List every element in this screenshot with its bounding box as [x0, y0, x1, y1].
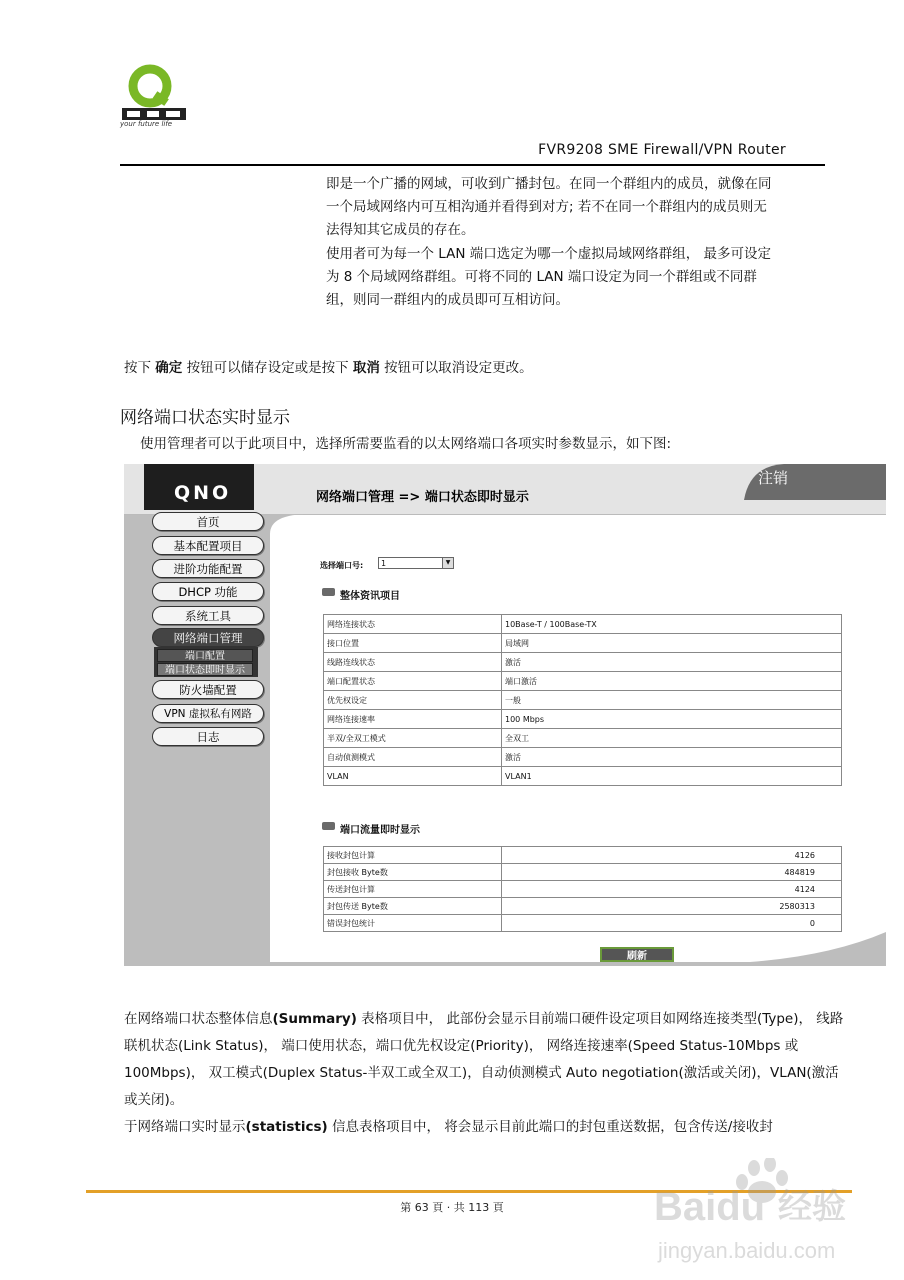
header-divider [120, 164, 825, 166]
table-cell-value: VLAN1 [502, 767, 842, 786]
intro-paragraph-1: 即是一个广播的网域，可收到广播封包。在同一个群组内的成员，就像在同一个局域网络内可互相沟通并看得到对方; 若不在同一个群组内的成员则无法得知其它成员的存在。 [326, 176, 772, 238]
body-text: 信息表格项目中， 将会显示目前此端口的封包重送数据，包含传送/接收封 [327, 1119, 773, 1135]
table-cell-key: 接收封包计算 [324, 847, 502, 864]
refresh-button[interactable]: 刷新 [600, 947, 674, 962]
body-paragraph-2 [124, 1114, 852, 1141]
menu-advanced-config[interactable]: 进阶功能配置 [152, 559, 264, 578]
table-row [324, 915, 842, 932]
section-bullet-icon [322, 588, 335, 596]
table-row [324, 881, 842, 898]
router-ui-screenshot [124, 464, 886, 966]
menu-dhcp[interactable]: DHCP 功能 [152, 582, 264, 601]
router-page-title: 网络端口管理 => 端口状态即时显示 [316, 490, 529, 505]
table-cell-value: 4126 [502, 847, 842, 864]
stats-table [323, 846, 842, 932]
table-cell-value: 全双工 [502, 729, 842, 748]
port-select-dropdown[interactable]: 1 [378, 557, 454, 569]
table-cell-value: 一般 [502, 691, 842, 710]
table-row [324, 672, 842, 691]
table-row [324, 898, 842, 915]
table-cell-value: 100 Mbps [502, 710, 842, 729]
table-cell-key: 半双/全双工模式 [324, 729, 502, 748]
table-cell-value: 484819 [502, 864, 842, 881]
menu-port-management[interactable]: 网络端口管理 [152, 628, 264, 647]
buttons-note [124, 356, 533, 376]
table-cell-value: 端口激活 [502, 672, 842, 691]
table-cell-key: 传送封包计算 [324, 881, 502, 898]
table-cell-key: 网络连接状态 [324, 615, 502, 634]
table-row [324, 653, 842, 672]
document-title: FVR9208 SME Firewall/VPN Router [538, 142, 786, 158]
watermark-brand: Baidu [654, 1185, 766, 1229]
body-text: 在网络端口状态整体信息 [124, 1011, 273, 1027]
body-text: 于网络端口实时显示 [124, 1119, 246, 1135]
note-text: 按钮可以取消设定更改。 [379, 360, 533, 376]
table-cell-key: 封包接收 Byte数 [324, 864, 502, 881]
table-row [324, 748, 842, 767]
table-row [324, 710, 842, 729]
logo-tagline: your future life [120, 120, 173, 128]
menu-log[interactable]: 日志 [152, 727, 264, 746]
watermark-url: jingyan.baidu.com [658, 1238, 836, 1263]
stats-section-title: 端口流量即时显示 [340, 825, 420, 836]
body-text: 表格项目中， 此部份会显示目前端口硬件设定项目如网络连接类型(Type)， 线路联机状态(Link Status)， 端口使用状态，端口优先权设定(Priority)， 网络连接速率(Speed Status-10Mbps 或 100Mbps)， 双工模式(Duplex Status-半双工或全双工)，自动侦测模式 Auto negotiation(激活或关闭)，VLAN(激活或关闭)。 [124, 1011, 844, 1108]
cancel-keyword: 取消 [352, 360, 380, 376]
table-cell-key: 错误封包统计 [324, 915, 502, 932]
summary-table [323, 614, 842, 786]
table-row [324, 634, 842, 653]
table-cell-value: 10Base-T / 100Base-TX [502, 615, 842, 634]
table-row [324, 847, 842, 864]
note-text: 按下 [124, 360, 156, 376]
table-row [324, 691, 842, 710]
table-cell-key: VLAN [324, 767, 502, 786]
table-cell-key: 线路连线状态 [324, 653, 502, 672]
menu-system-tools[interactable]: 系统工具 [152, 606, 264, 625]
section-heading: 网络端口状态实时显示 [120, 408, 290, 428]
menu-firewall[interactable]: 防火墙配置 [152, 680, 264, 699]
submenu-port-status[interactable]: 端口状态即时显示 [157, 663, 253, 676]
table-row [324, 615, 842, 634]
confirm-keyword: 确定 [155, 360, 183, 376]
router-logo-text: QNO [174, 482, 232, 504]
summary-section-title: 整体资讯项目 [340, 591, 400, 602]
table-cell-value: 激活 [502, 653, 842, 672]
table-cell-key: 网络连接速率 [324, 710, 502, 729]
router-bottom-decoration [270, 932, 886, 966]
statistics-keyword: (statistics) [245, 1119, 328, 1135]
note-text: 按钮可以储存设定或是按下 [182, 360, 353, 376]
table-cell-key: 接口位置 [324, 634, 502, 653]
table-cell-value: 2580313 [502, 898, 842, 915]
chevron-down-icon[interactable]: ▼ [442, 558, 453, 568]
port-select-label: 选择端口号: [320, 561, 364, 570]
logout-button-label[interactable]: 注销 [758, 469, 789, 487]
table-cell-key: 优先权设定 [324, 691, 502, 710]
menu-home[interactable]: 首页 [152, 512, 264, 531]
sidebar-corner-curve [270, 514, 310, 534]
table-cell-key: 端口配置状态 [324, 672, 502, 691]
table-row [324, 767, 842, 786]
page-number: 第 63 頁 · 共 113 頁 [400, 1201, 504, 1214]
summary-keyword: (Summary) [272, 1011, 357, 1027]
table-cell-value: 局域网 [502, 634, 842, 653]
watermark-cn: 经验 [778, 1187, 846, 1227]
menu-basic-config[interactable]: 基本配置项目 [152, 536, 264, 555]
menu-vpn[interactable]: VPN 虚拟私有网路 [152, 704, 264, 723]
table-cell-value: 4124 [502, 881, 842, 898]
table-cell-key: 封包传送 Byte数 [324, 898, 502, 915]
table-cell-value: 激活 [502, 748, 842, 767]
section-description: 使用管理者可以于此项目中，选择所需要监看的以太网络端口各项实时参数显示，如下图: [140, 436, 672, 452]
body-paragraph-1 [124, 1006, 852, 1114]
baidu-jingyan-watermark [650, 1158, 866, 1266]
table-cell-key: 自动侦测模式 [324, 748, 502, 767]
table-row [324, 729, 842, 748]
intro-paragraph-2: 使用者可为每一个 LAN 端口选定为哪一个虚拟局域网络群组， 最多可设定为 8 个局域网络群组。可将不同的 LAN 端口设定为同一个群组或不同群组，则同一群组内的成员即可互相访问。 [326, 246, 772, 308]
table-cell-value: 0 [502, 915, 842, 932]
table-row [324, 864, 842, 881]
submenu-port-config[interactable]: 端口配置 [157, 649, 253, 662]
section-bullet-icon [322, 822, 335, 830]
